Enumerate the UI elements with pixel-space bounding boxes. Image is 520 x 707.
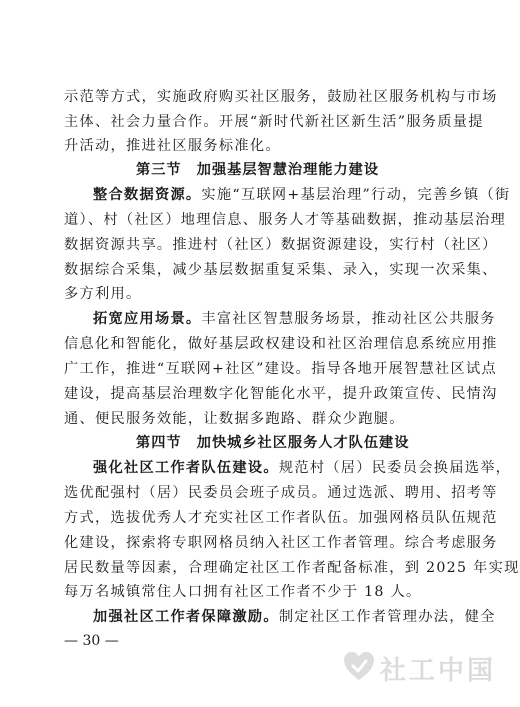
text-line: 建设，提高基层治理数字化智能化水平，提升政策宣传、民情沟 <box>64 386 498 402</box>
text-line: 通、便民服务效能，让数据多跑路、群众少跑腿。 <box>64 411 405 427</box>
section-heading: 第三节 加强基层智慧治理能力建设 <box>136 162 380 178</box>
paragraph-lead: 拓宽应用场景。 <box>93 311 202 327</box>
text-line: 多方利用。 <box>64 286 142 302</box>
text-line: 信息化和智能化，做好基层政权建设和社区治理信息系统应用推 <box>64 336 498 352</box>
text-line: 方式，选拔优秀人才充实社区工作者队伍。加强网格员队伍规范 <box>64 510 498 526</box>
paragraph-first-line <box>93 309 496 329</box>
heart-icon <box>342 650 376 684</box>
text-line: 数据综合采集，减少基层数据重复采集、录入，实现一次采集、 <box>64 262 498 278</box>
text-run: 制定社区工作者管理办法，健全 <box>278 609 496 625</box>
watermark-logo <box>340 648 497 688</box>
paragraph-lead: 整合数据资源。 <box>93 187 202 203</box>
text-run: 丰富社区智慧服务场景，推动社区公共服务 <box>201 311 496 327</box>
text-run: 实施“互联网+基层治理”行动，完善乡镇（街 <box>201 187 511 203</box>
text-line: 升活动，推进社区服务标准化。 <box>64 138 281 154</box>
paragraph-first-line <box>93 458 512 478</box>
text-line: 主体、社会力量合作。开展“新时代新社区新生活”服务质量提 <box>64 114 484 130</box>
text-line: 化建设，探索将专职网格员纳入社区工作者管理。综合考虑服务 <box>64 535 498 551</box>
paragraph-lead: 加强社区工作者保障激励。 <box>93 609 279 625</box>
text-line: 示范等方式，实施政府购买社区服务，鼓励社区服务机构与市场 <box>64 89 498 105</box>
text-line: 道）、村（社区）地理信息、服务人才等基础数据，推动基层治理 <box>64 212 507 228</box>
paragraph-first-line <box>93 185 511 205</box>
section-heading: 第四节 加快城乡社区服务人才队伍建设 <box>136 435 410 451</box>
text-line: 选优配强村（居）民委员会班子成员。通过选派、聘用、招考等 <box>64 485 498 501</box>
page-number: — 30 — <box>64 633 119 649</box>
text-line: 居民数量等因素，合理确定社区工作者配备标准，到 2025 年实现 <box>64 560 520 576</box>
text-line: 每万名城镇常住人口拥有社区工作者不少于 18 人。 <box>64 584 422 600</box>
watermark-text: 社工中国 <box>380 656 497 686</box>
paragraph-lead: 强化社区工作者队伍建设。 <box>93 460 279 476</box>
text-line: 广工作，推进“互联网+社区”建设。指导各地开展智慧社区试点 <box>64 361 497 377</box>
paragraph-first-line <box>93 607 496 627</box>
text-run: 规范村（居）民委员会换届选举， <box>278 460 512 476</box>
text-line: 数据资源共享。推进村（社区）数据资源建设，实行村（社区） <box>64 237 498 253</box>
